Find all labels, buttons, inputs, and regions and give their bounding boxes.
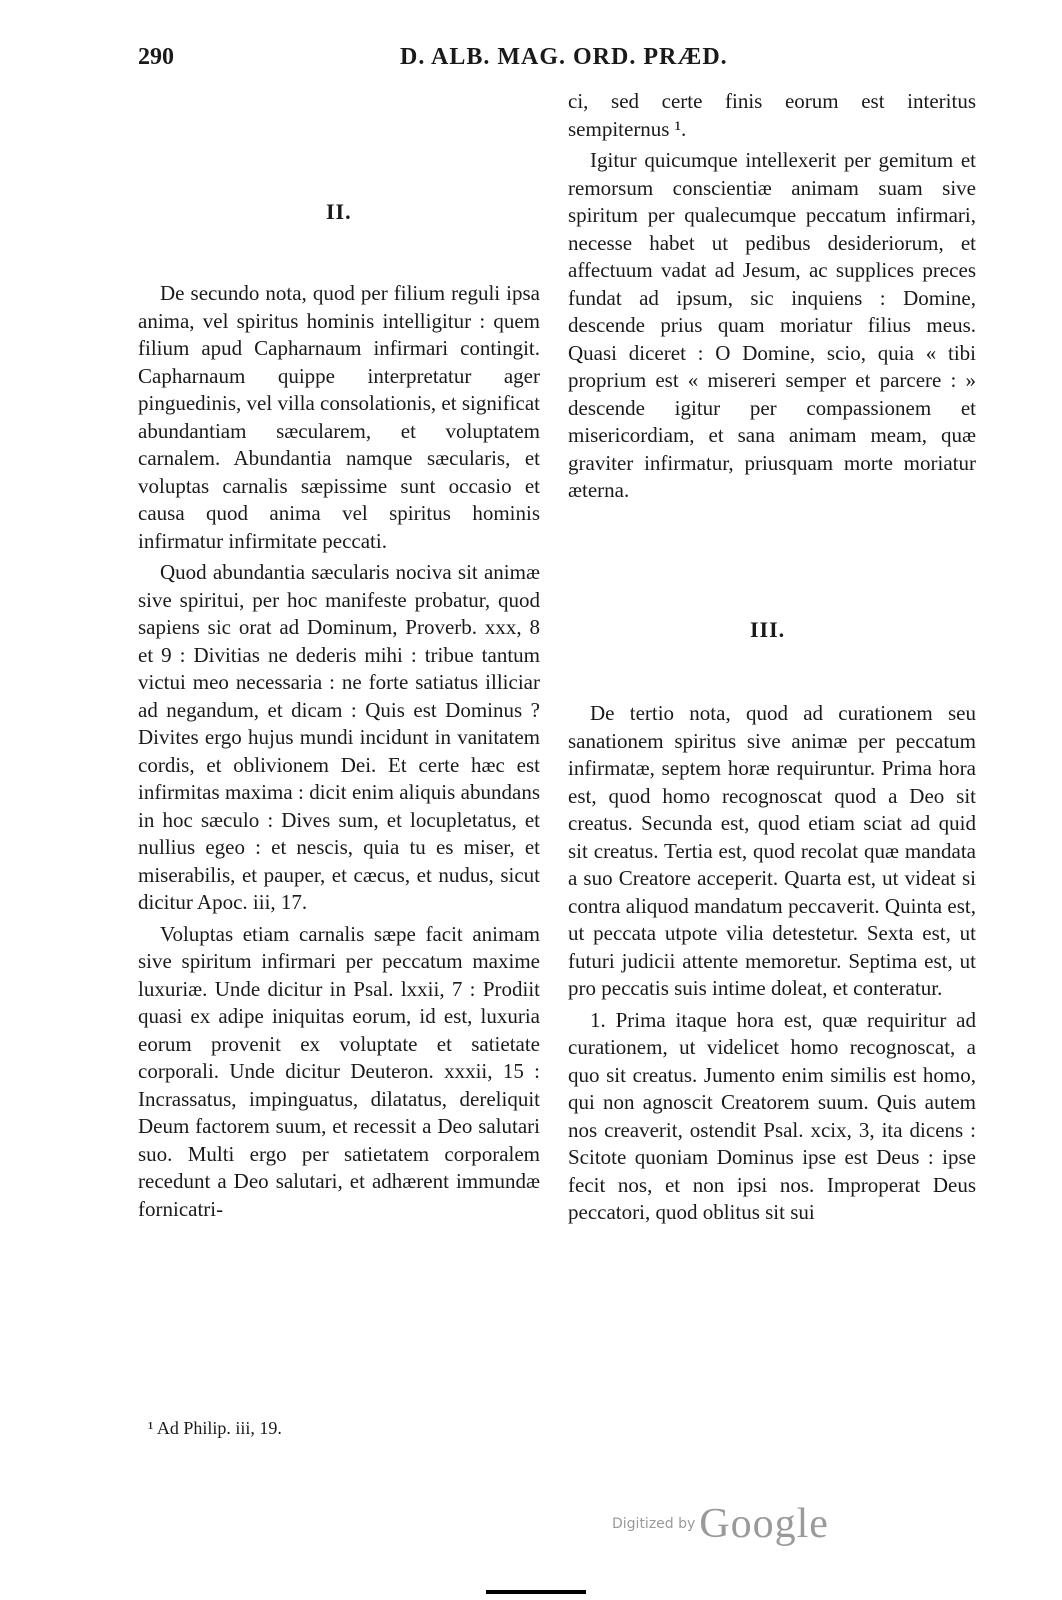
right-column-lower	[568, 700, 976, 1231]
paragraph: De tertio nota, quod ad curationem seu sanationem spiritus sive animæ per peccatum infirmatæ, septem horæ requiruntur. Prima hora est, quod homo recognoscat quod a Deo sit creatus. Secunda est, quod etiam sciat ad quid sit creatus. Tertia est, quod recolat quæ mandata a suo Creatore acceperit. Quarta est, ut videat si contra aliquod mandatum peccaverit. Quinta est, ut peccata utpote vilia detestetur. Sexta est, ut futuri judicii attente memoretur. Septima est, ut pro peccatis suis intime doleat, et conteratur.	[568, 701, 976, 1000]
paragraph: De secundo nota, quod per filium reguli ipsa anima, vel spiritus hominis intelligitur : quem filium apud Capharnaum infirmari contingit. Capharnaum quippe interpretatur ager pinguedinis, vel villa consolationis, et significat abundantiam sæcularem, et voluptatem carnalem. Abundantia namque sæcularis, et voluptas carnalis sæpissime sunt occasio et causa quod anima vel spiritus hominis infirmatur infirmitate peccati.	[138, 281, 540, 553]
paragraph: Igitur quicumque intellexerit per gemitum et remorsum conscientiæ animam suam sive spiritum per qualecumque peccatum infirmari, necesse habet ut pedibus desideriorum, et affectuum vadat ad Jesum, ac supplices preces fundat ad ipsum, sic inquiens : Domine, descende prius quam moriatur filius meus. Quasi diceret : O Domine, scio, quia « tibi proprium est « misereri semper et parcere : » descende igitur per compassionem et misericordiam, et sana animam meam, quæ graviter infirmatur, priusquam morte moriatur æterna.	[568, 148, 976, 502]
watermark-prefix: Digitized by	[612, 1516, 696, 1532]
paragraph: Voluptas etiam carnalis sæpe facit animam sive spiritum infirmari per peccatum maxime luxuriæ. Unde dicitur in Psal. lxxii, 7 : Prodiit quasi ex adipe iniquitas eorum, id est, luxuria eorum provenit ex voluptate et satietate corporali. Unde dicitur Deuteron. xxxii, 15 : Incrassatus, impinguatus, dilatatus, dereliquit Deum factorem suum, et recessit a Deo salutari suo. Multi ergo per satietatem corporalem recedunt a Deo salutari, et adhærent immundæ fornicatri-	[138, 921, 540, 1221]
footnote: ¹ Ad Philip. iii, 19.	[148, 1418, 282, 1438]
running-title: D. ALB. MAG. ORD. PRÆD.	[400, 44, 728, 70]
digitized-watermark	[612, 1500, 829, 1548]
google-logo: Google	[699, 1501, 829, 1547]
section-heading-iii: III.	[750, 617, 786, 642]
page-header	[138, 44, 978, 74]
right-column	[568, 88, 976, 509]
paragraph-continuation: ci, sed certe finis eorum est interitus sempiternus ¹.	[568, 89, 976, 141]
page-number: 290	[138, 44, 174, 70]
paragraph: Quod abundantia sæcularis nociva sit animæ sive spiritui, per hoc manifeste probatur, quod sapiens sic orat ad Dominum, Proverb. xxx, 8 et 9 : Divitias ne dederis mihi : tribue tantum victui meo necessaria : ne forte satiatus illiciar ad negandum, et dicam : Quis est Dominus ? Divites ergo hujus mundi incidunt in vanitatem cordis, et oblivionem Dei. Et certe hæc est infirmitas maxima : dicit enim aliquis abundans in hoc sæculo : Dives sum, et locupletatus, et nullius egeo : et nescis, quia tu es miser, et miserabilis, et pauper, et cæcus, et nudus, sicut dicitur Apoc. iii, 17.	[138, 560, 540, 914]
section-heading-ii: II.	[326, 199, 352, 224]
bottom-rule	[486, 1590, 586, 1594]
paragraph: 1. Prima itaque hora est, quæ requiritur ad curationem, ut videlicet homo recognoscat, a quo sit creatus. Jumento enim similis est homo, qui non agnoscit Creatorem suum. Quis autem nos creaverit, ostendit Psal. xcix, 3, ita dicens : Scitote quoniam Dominus ipse est Deus : ipse fecit nos, et non ipsi nos. Improperat Deus peccatori, quod oblitus sit sui	[568, 1007, 976, 1224]
left-column	[138, 280, 540, 1227]
